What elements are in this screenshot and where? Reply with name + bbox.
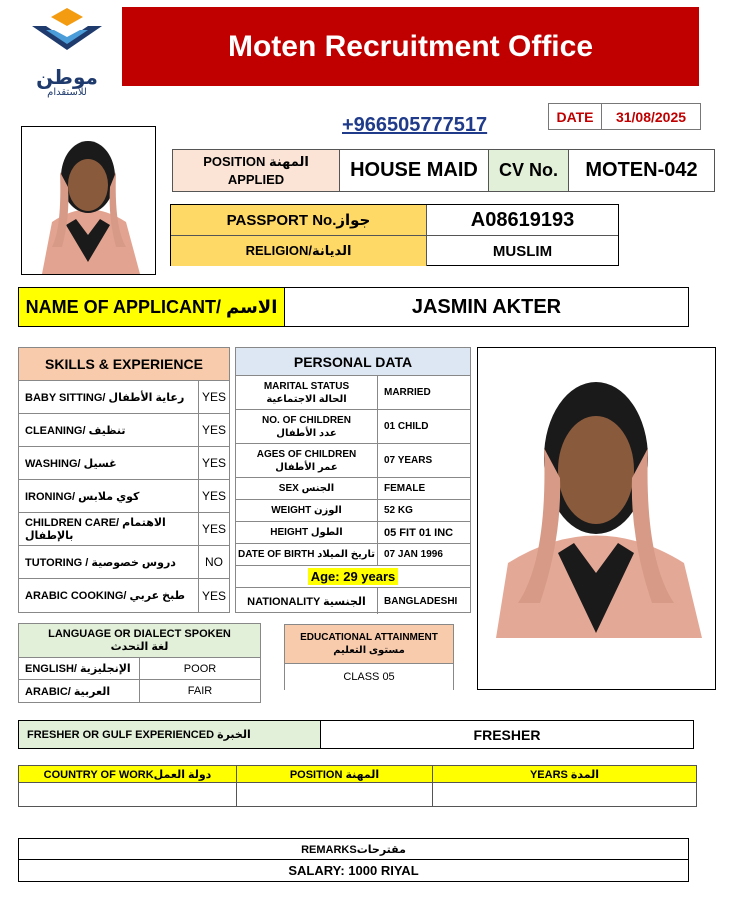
passport-value: A08619193 (470, 208, 575, 231)
logo-arabic-text: موطن (36, 65, 98, 89)
language-label: ENGLISH/ الإنجليزية (19, 658, 140, 679)
skill-row (19, 414, 229, 447)
date-value: 31/08/2025 (615, 108, 687, 125)
language-label: ARABIC/ العربية (19, 680, 140, 702)
work-col-position: POSITION المهنة (237, 766, 433, 782)
skills-title: SKILLS & EXPERIENCE (19, 348, 229, 381)
personal-value: 01 CHILD (384, 421, 429, 432)
skill-label: ARABIC COOKING/ طبخ عربي (19, 579, 199, 612)
education-box (284, 624, 454, 690)
remarks-label: REMARKSمقترحات (19, 839, 688, 860)
skill-value: YES (201, 423, 226, 437)
experience-label: FRESHER OR GULF EXPERIENCED الخبرة (19, 721, 321, 748)
language-row (19, 658, 260, 680)
applicant-name-label: NAME OF APPLICANT/ الاسم (19, 288, 285, 326)
personal-row (236, 376, 470, 410)
skill-row (19, 513, 229, 546)
language-value: POOR (183, 662, 217, 675)
page-title: Moten Recruitment Office (122, 7, 699, 86)
skill-row (19, 381, 229, 414)
skill-label: TUTORING / دروس خصوصية (19, 546, 199, 578)
age-value: Age: 29 years (308, 568, 399, 585)
remarks-value: SALARY: 1000 RIYAL (288, 863, 419, 878)
personal-value: 52 KG (384, 505, 413, 516)
work-history-table (18, 765, 697, 807)
education-title: EDUCATIONAL ATTAINMENT مستوى التعليم (285, 625, 453, 664)
nationality-row (236, 588, 470, 614)
personal-value: 05 FIT 01 INC (384, 526, 454, 539)
applicant-name-row (18, 287, 689, 327)
position-label: POSITION المهنة APPLIED (173, 150, 340, 191)
religion-value: MUSLIM (492, 242, 553, 260)
skill-label: IRONING/ كوي ملابس (19, 480, 199, 512)
skill-row (19, 579, 229, 612)
logo-subtext: للاستقدام (47, 87, 87, 98)
date-label: DATE (549, 104, 602, 129)
position-value: HOUSE MAID (340, 150, 489, 191)
skill-row (19, 480, 229, 513)
personal-value: 07 JAN 1996 (384, 549, 443, 560)
date-box (548, 103, 701, 130)
language-table (18, 623, 261, 703)
skill-value: NO (205, 555, 223, 569)
skill-value: YES (201, 390, 226, 404)
applicant-photo-small (21, 126, 156, 275)
applicant-photo-large (477, 347, 716, 690)
company-logo (28, 4, 106, 96)
religion-label: RELIGION/الديانة (171, 236, 427, 266)
nationality-value: BANGLADESHI (384, 595, 458, 607)
position-row (172, 149, 715, 192)
personal-label: SEX الجنس (236, 478, 378, 499)
phone-number[interactable]: +966505777517 (342, 114, 488, 136)
applicant-name-value: JASMIN AKTER (411, 295, 562, 318)
personal-label: AGES OF CHILDREN عمر الأطفال (236, 444, 378, 477)
skill-value: YES (201, 456, 226, 470)
skill-row (19, 546, 229, 579)
personal-label: WEIGHT الوزن (236, 500, 378, 521)
work-col-country: COUNTRY OF WORKدولة العمل (19, 766, 237, 782)
skill-label: CHILDREN CARE/ الاهتمام بالإطفال (19, 513, 199, 545)
experience-value: FRESHER (473, 726, 541, 743)
personal-value: MARRIED (384, 387, 431, 398)
personal-row (236, 500, 470, 522)
personal-row (236, 522, 470, 544)
remarks-box (18, 838, 689, 882)
personal-value: 07 YEARS (384, 455, 433, 466)
language-row (19, 680, 260, 702)
logo-mark-icon (28, 4, 106, 62)
personal-label: NO. OF CHILDREN عدد الأطفال (236, 410, 378, 443)
work-empty-row (19, 783, 696, 806)
cv-value: MOTEN-042 (585, 159, 698, 181)
experience-row (18, 720, 694, 749)
language-value: FAIR (187, 685, 213, 697)
age-row (236, 566, 470, 588)
personal-value: FEMALE (384, 483, 426, 494)
personal-row (236, 444, 470, 478)
personal-label: HEIGHT الطول (236, 522, 378, 543)
skill-value: YES (201, 522, 226, 536)
passport-block (170, 204, 619, 266)
education-value: CLASS 05 (343, 671, 395, 683)
skill-label: BABY SITTING/ رعاية الأطفال (19, 381, 199, 413)
skill-row (19, 447, 229, 480)
skill-value: YES (201, 489, 226, 503)
work-col-years: YEARS المدة (529, 768, 600, 781)
personal-title: PERSONAL DATA (236, 348, 470, 376)
personal-label: MARITAL STATUS الحالة الاجتماعية (236, 376, 378, 409)
personal-row (236, 544, 470, 566)
personal-data-table (235, 347, 471, 613)
personal-row (236, 410, 470, 444)
language-title: LANGUAGE OR DIALECT SPOKEN لغة التحدث (19, 624, 260, 658)
skills-table (18, 347, 230, 613)
passport-label: PASSPORT No.جواز (171, 205, 427, 235)
skill-label: WASHING/ غسيل (19, 447, 199, 479)
cv-label: CV No. (489, 150, 569, 191)
personal-label: DATE OF BIRTH تاريخ الميلاد (236, 544, 378, 565)
skill-label: CLEANING/ تنظيف (19, 414, 199, 446)
nationality-label: NATIONALITY الجنسية (236, 588, 378, 614)
skill-value: YES (201, 588, 226, 603)
personal-row (236, 478, 470, 500)
